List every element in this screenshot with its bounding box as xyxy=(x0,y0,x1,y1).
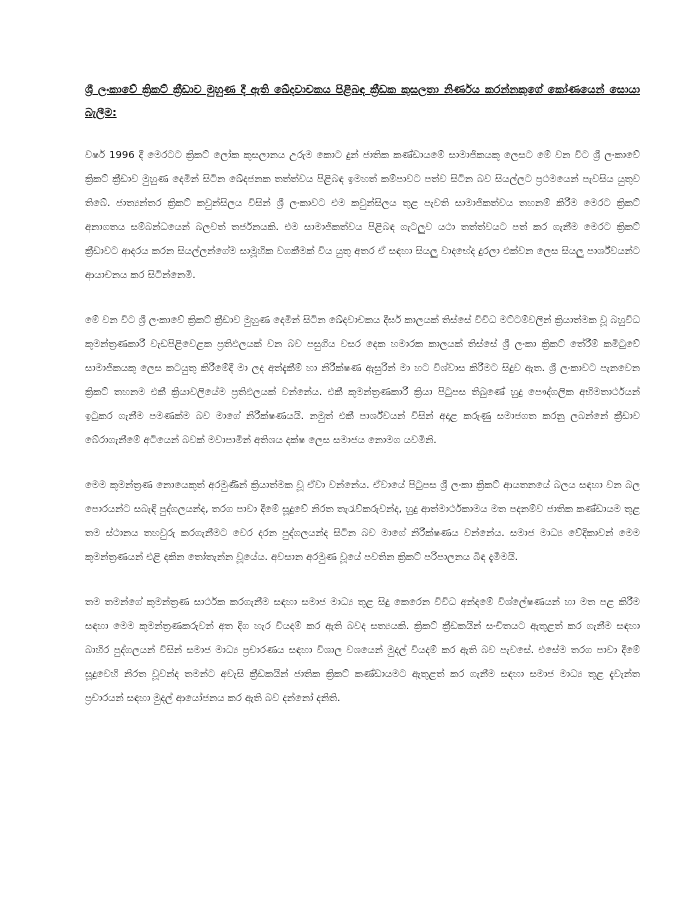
paragraph-4: තම තමන්ගේ කුමන්ත්‍රණ සාර්ථක කරගැනීම සඳහා සමාජ මාධ්‍ය තුළ සිදු කෙරෙන විවිධ අන්දමේ විශ්ලේෂණයන් හා මත පළ කිරීම සඳහා මෙම කුමන්ත්‍රණකරුවන් අත දිග හැර වියදම් කර ඇති බවද සත්‍යයකි. ක්‍රිකට් ක්‍රීඩකයින් සංචිතයට ඇතුළත් කර ගැනීම සඳහා බාහිර පුද්ගලයන් විසින් සමාජ මාධ්‍ය ප්‍රචාරණය සඳහා විශාල වශයෙන් මුදල් වියදම් කර ඇති බව පැවසේ. එසේම තරග පාවා දීමේ සූදුවෙහි නිරත වූවන්ද තමන්ට අවැසි ක්‍රීඩකයින් ජාතික ක්‍රිකට් කණ්ඩායමට ඇතුළත් කර ගැනීම සඳහා සමාජ මාධ්‍ය තුළ දැවැන්ත ප්‍රචාරයන් සඳහා මුදල් ආයෝජනය කර ඇති බව දන්නෝ දනිති. xyxy=(85,597,640,704)
paragraph-2: මේ වන විට ශ්‍රී ලංකාවේ ක්‍රිකට් ක්‍රීඩාව මුහුණ දෙමින් සිටින ඛේදවාචකය දීර්ඝ කාලයක් තිස්සේ විවිධ මට්ටම්වලින් ක්‍රියාත්මක වූ බහුවිධ කුමන්ත්‍රණකාරී වැඩපිළිවෙළක ප්‍රතිඵලයක් වන බව පසුගිය වසර දෙක හමාරක කාලයක් තිස්සේ ශ්‍රී ලංකා ක්‍රිකට් තේරීම් කමිටුවේ සාමාජිකයකු ලෙස කටයුතු කිරීමේදී මා ලද අත්දැකීම් හා නිරීක්ෂණ ඇසුරින් මා හට විශ්වාස කිරීමට සිදුව ඇත. ශ්‍රී ලංකාවට පැනවෙන ක්‍රිකට් තහනම එකී ක්‍රියාවලියේම ප්‍රතිඵලයක් වන්නේය. එකී කුමන්ත්‍රණකාරී ක්‍රියා පිටුපස තිබුණේ හුදු පෞද්ගලික අභිමතාර්ථයන් ඉටුකර ගැනීම පමණක්ම බව මාගේ නිරීක්ෂණයයි. නමුත් එකී පාර්ශ්වයන් විසින් අදාළ කරුණු සමාජගත කරනු ලබන්නේ ක්‍රීඩාව බේරාගැනීමේ අටියෙන් බවක් මවාපාමින් අතිශය දක්ෂ ලෙස සමාජය නොමග යවමිනි. xyxy=(85,315,640,446)
paragraph-3: මෙම කුමන්ත්‍රණ නොයෙකුත් අරමුණින් ක්‍රියාත්මක වූ ඒවා වන්නේය. ඒවායේ පිටුපස ශ්‍රී ලංකා ක්‍රිකට් ආයතනයේ බලය සඳහා වන බල පොරයන්ට සබැඳි පුද්ගලයන්ද, තරග පාවා දීමේ සූදුවේ නිරත තැරැව්කරුවන්ද, හුදු ආත්මාර්ථකාමය මත පදනම්ව ජාතික කණ්ඩායම තුළ තම ස්ථානය තහවුරු කරගැනීමට වෙර දරන පුද්ගලයන්ද සිටින බව මාගේ නිරීක්ෂණය වන්නේය. සමාජ මාධ්‍ය වේදිකාවන් මෙම කුමන්ත්‍රණයන් එළි දකින තෝතැන්න වූයේය. අවසාන අරමුණ වූයේ පවතින ක්‍රිකට් පරිපාලනය බිඳ දැමීමයි. xyxy=(85,480,640,563)
document-page xyxy=(85,78,640,732)
paragraph-1: වර්ෂ 1996 දී මෙරටට ක්‍රිකට් ලෝක කුසලානය උරුම කොට දුන් ජාතික කණ්ඩායමේ සාමාජිකයකු ලෙසට මේ වන විට ශ්‍රී ලංකාවේ ක්‍රිකට් ක්‍රීඩාව මුහුණ දෙමින් සිටින ඛේදජනක තත්ත්වය පිළිබඳ ඉමහත් කම්පාවට පත්ව සිටින බව සියල්ලට ප්‍රථමයෙන් පැවසිය යුතුව තිබේ. ජාත්‍යන්තර ක්‍රිකට් කවුන්සිලය විසින් ශ්‍රී ලංකාවට එම කවුන්සිලය තුළ පැවති සාමාජිකත්වය තහනම් කිරීම මෙරට ක්‍රිකට් අනාගතය සම්බන්ධයෙන් බලවත් තර්ජනයකි. එම සාමාජිකත්වය පිළිබඳ ගැටලුව යථා තත්ත්වයට පත් කර ගැනීම මෙරට ක්‍රිකට් ක්‍රීඩාවට ආදරය කරන සියල්ලන්ගේම සාමූහික වගකීමක් විය යුතු අතර ඒ සඳහා සියලු වාදභේද දුරලා එක්වන ලෙස සියලු පාර්ශ්වයන්ට ආයාචනය කර සිටින්නෙමි. xyxy=(85,150,640,281)
document-title: ශ්‍රී ලංකාවේ ක්‍රිකට් ක්‍රීඩාව මුහුණ දී ඇති ඛේදවාචකය පිළිබඳ ක්‍රීඩක කුසලතා නිර්ණය කරන්නකුගේ කෝණයෙන් සොයා බැලීම: xyxy=(85,83,640,119)
